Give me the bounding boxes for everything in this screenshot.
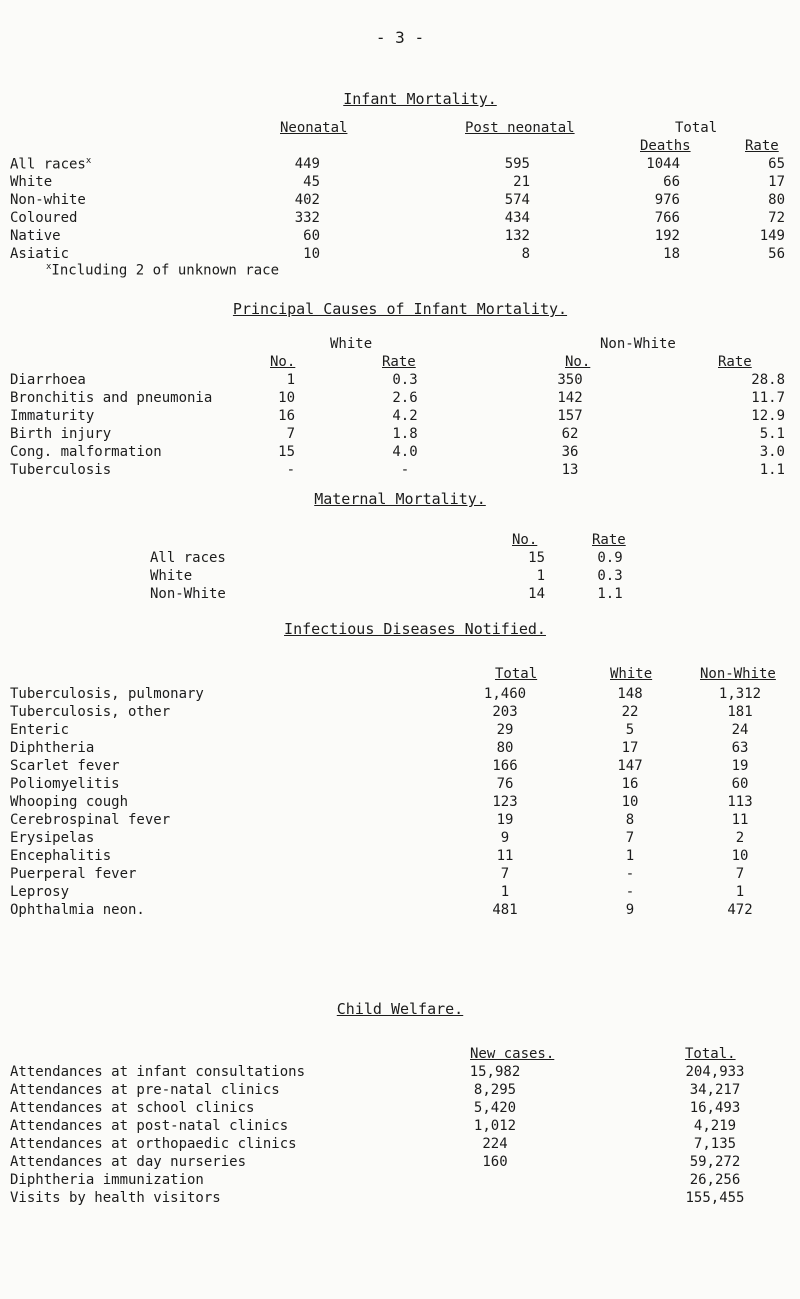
welfare-total-value: 59,272 — [689, 1154, 741, 1170]
disease-white-value: 17 — [621, 740, 639, 756]
disease-row — [0, 722, 800, 740]
welfare-label: Attendances at day nurseries — [10, 1154, 247, 1170]
infectious-diseases-title: Infectious Diseases Notified. — [284, 620, 546, 638]
maternal-row — [0, 568, 800, 586]
post-neonatal-header: Post neonatal — [465, 120, 575, 136]
white-no-value: 10 — [278, 390, 295, 406]
disease-non-white-value: 113 — [727, 794, 753, 810]
rate-value: 80 — [768, 192, 785, 208]
disease-label: Scarlet fever — [10, 758, 120, 774]
disease-row — [0, 740, 800, 758]
disease-non-white-value: 11 — [731, 812, 749, 828]
disease-white-value: 22 — [621, 704, 639, 720]
cause-row — [0, 426, 800, 444]
non-white-no-value: 62 — [561, 426, 579, 442]
welfare-total-value: 155,455 — [685, 1190, 745, 1206]
deaths-value: 1044 — [646, 156, 680, 172]
new-cases-value: 1,012 — [473, 1118, 517, 1134]
white-rate-value: - — [400, 462, 410, 478]
rate-value: 149 — [759, 228, 785, 244]
cause-label: Immaturity — [10, 408, 95, 424]
welfare-row — [0, 1118, 800, 1136]
white-rate-value: 0.3 — [392, 372, 418, 388]
neonatal-value: 60 — [303, 228, 320, 244]
maternal-rate-value: 0.9 — [597, 550, 623, 566]
disease-non-white-value: 63 — [731, 740, 749, 756]
disease-label: Tuberculosis, pulmonary — [10, 686, 204, 702]
disease-white-value: 7 — [625, 830, 635, 846]
disease-total-value: 9 — [500, 830, 510, 846]
non-white-header: Non-White — [600, 336, 676, 352]
disease-row — [0, 758, 800, 776]
disease-label: Poliomyelitis — [10, 776, 120, 792]
welfare-row — [0, 1154, 800, 1172]
non-white-rate-value: 5.1 — [759, 426, 785, 442]
disease-non-white-value: 1 — [735, 884, 745, 900]
non-white-no-value: 142 — [557, 390, 583, 406]
child-welfare-title: Child Welfare. — [336, 1000, 464, 1018]
new-cases-value: 5,420 — [473, 1100, 517, 1116]
infectious-non-white-header: Non-White — [700, 666, 776, 682]
footnote-text: Including 2 of unknown race — [51, 262, 279, 279]
disease-non-white-value: 19 — [731, 758, 749, 774]
disease-label: Leprosy — [10, 884, 70, 900]
welfare-label: Visits by health visitors — [10, 1190, 221, 1206]
disease-total-value: 80 — [496, 740, 514, 756]
non-white-no-value: 157 — [557, 408, 583, 424]
welfare-label: Attendances at school clinics — [10, 1100, 255, 1116]
non-white-rate-value: 1.1 — [759, 462, 785, 478]
disease-non-white-value: 7 — [735, 866, 745, 882]
deaths-value: 976 — [654, 192, 680, 208]
welfare-total-value: 26,256 — [689, 1172, 741, 1188]
rate-header: Rate — [745, 138, 779, 154]
maternal-rate-header: Rate — [592, 532, 626, 548]
disease-label: Puerperal fever — [10, 866, 137, 882]
non-white-no-value: 36 — [561, 444, 579, 460]
maternal-mortality-title: Maternal Mortality. — [314, 490, 486, 508]
white-rate-value: 1.8 — [392, 426, 418, 442]
disease-white-value: 10 — [621, 794, 639, 810]
disease-non-white-value: 1,312 — [718, 686, 762, 702]
welfare-label: Attendances at orthopaedic clinics — [10, 1136, 297, 1152]
cause-label: Birth injury — [10, 426, 112, 442]
neonatal-value: 402 — [294, 192, 320, 208]
new-cases-value: 160 — [482, 1154, 508, 1170]
disease-label: Cerebrospinal fever — [10, 812, 171, 828]
maternal-label: Non-White — [150, 586, 226, 602]
non-white-rate-value: 12.9 — [751, 408, 785, 424]
neonatal-value: 10 — [303, 246, 320, 262]
new-cases-value: 8,295 — [473, 1082, 517, 1098]
maternal-label: All races — [150, 550, 226, 566]
page-number: - 3 - — [375, 28, 425, 47]
infectious-white-header: White — [610, 666, 653, 682]
deaths-value: 192 — [654, 228, 680, 244]
neonatal-header: Neonatal — [280, 120, 348, 136]
disease-row — [0, 794, 800, 812]
non-white-rate-value: 28.8 — [751, 372, 785, 388]
maternal-no-header: No. — [512, 532, 538, 548]
deaths-header: Deaths — [640, 138, 691, 154]
cause-row — [0, 372, 800, 390]
infant-row — [0, 228, 800, 246]
neonatal-value: 45 — [303, 174, 320, 190]
disease-total-value: 203 — [492, 704, 518, 720]
total-header: Total — [675, 120, 718, 136]
welfare-row — [0, 1136, 800, 1154]
white-header: White — [330, 336, 373, 352]
welfare-row — [0, 1100, 800, 1118]
infant-row — [0, 210, 800, 228]
white-no-value: 1 — [286, 372, 295, 388]
disease-total-value: 123 — [492, 794, 518, 810]
cause-row — [0, 408, 800, 426]
infectious-total-header: Total — [495, 666, 538, 682]
white-rate-value: 4.2 — [392, 408, 418, 424]
welfare-row — [0, 1190, 800, 1208]
welfare-row — [0, 1172, 800, 1190]
welfare-total-value: 34,217 — [689, 1082, 741, 1098]
disease-total-value: 76 — [496, 776, 514, 792]
welfare-label: Attendances at post-natal clinics — [10, 1118, 289, 1134]
maternal-row — [0, 586, 800, 604]
row-label: White — [10, 174, 53, 190]
welfare-total-value: 16,493 — [689, 1100, 741, 1116]
row-label: Asiatic — [10, 246, 70, 262]
principal-causes-title: Principal Causes of Infant Mortality. — [232, 300, 568, 318]
disease-total-value: 29 — [496, 722, 514, 738]
all-races-footnote-mark: x — [85, 156, 92, 166]
white-no-value: 7 — [286, 426, 295, 442]
new-cases-header: New cases. — [470, 1046, 555, 1062]
non-white-no-header: No. — [565, 354, 591, 370]
disease-total-value: 1 — [500, 884, 510, 900]
post-neonatal-value: 8 — [521, 246, 530, 262]
disease-non-white-value: 2 — [735, 830, 745, 846]
neonatal-value: 449 — [294, 156, 320, 172]
disease-label: Erysipelas — [10, 830, 95, 846]
non-white-no-value: 13 — [561, 462, 579, 478]
disease-non-white-value: 472 — [727, 902, 753, 918]
cause-row — [0, 444, 800, 462]
welfare-label: Attendances at infant consultations — [10, 1064, 306, 1080]
cause-label: Diarrhoea — [10, 372, 86, 388]
non-white-rate-value: 3.0 — [759, 444, 785, 460]
non-white-no-value: 350 — [557, 372, 583, 388]
white-no-value: 15 — [278, 444, 295, 460]
disease-total-value: 166 — [492, 758, 518, 774]
maternal-no-value: 14 — [528, 586, 545, 602]
cause-row — [0, 462, 800, 480]
cause-label: Bronchitis and pneumonia — [10, 390, 213, 406]
post-neonatal-value: 574 — [504, 192, 530, 208]
post-neonatal-value: 21 — [513, 174, 530, 190]
welfare-label: Diphtheria immunization — [10, 1172, 204, 1188]
disease-white-value: 8 — [625, 812, 635, 828]
row-label: Native — [10, 228, 61, 244]
infant-row — [0, 174, 800, 192]
disease-total-value: 11 — [496, 848, 514, 864]
disease-total-value: 7 — [500, 866, 510, 882]
maternal-label: White — [150, 568, 193, 584]
maternal-no-value: 15 — [528, 550, 545, 566]
disease-total-value: 1,460 — [483, 686, 527, 702]
white-rate-value: 4.0 — [392, 444, 418, 460]
disease-label: Ophthalmia neon. — [10, 902, 145, 918]
white-no-header: No. — [270, 354, 296, 370]
disease-label: Tuberculosis, other — [10, 704, 171, 720]
row-label: Coloured — [10, 210, 78, 226]
welfare-total-header: Total. — [685, 1046, 736, 1062]
disease-row — [0, 776, 800, 794]
disease-label: Diphtheria — [10, 740, 95, 756]
disease-row — [0, 704, 800, 722]
disease-row — [0, 686, 800, 704]
disease-total-value: 19 — [496, 812, 514, 828]
post-neonatal-value: 132 — [504, 228, 530, 244]
deaths-value: 766 — [654, 210, 680, 226]
welfare-row — [0, 1064, 800, 1082]
deaths-value: 18 — [663, 246, 680, 262]
cause-label: Cong. malformation — [10, 444, 162, 460]
infant-mortality-title: Infant Mortality. — [343, 90, 497, 108]
new-cases-value: 15,982 — [469, 1064, 521, 1080]
rate-value: 17 — [768, 174, 785, 190]
welfare-total-value: 204,933 — [685, 1064, 745, 1080]
infant-row — [0, 192, 800, 210]
disease-white-value: - — [625, 884, 635, 900]
disease-non-white-value: 60 — [731, 776, 749, 792]
white-no-value: 16 — [278, 408, 295, 424]
white-rate-header: Rate — [382, 354, 416, 370]
disease-white-value: 148 — [617, 686, 643, 702]
disease-total-value: 481 — [492, 902, 518, 918]
non-white-rate-value: 11.7 — [751, 390, 785, 406]
disease-row — [0, 884, 800, 902]
white-no-value: - — [286, 462, 295, 478]
disease-label: Enteric — [10, 722, 70, 738]
cause-label: Tuberculosis — [10, 462, 112, 478]
disease-row — [0, 830, 800, 848]
disease-white-value: - — [625, 866, 635, 882]
disease-white-value: 1 — [625, 848, 635, 864]
disease-label: Whooping cough — [10, 794, 129, 810]
maternal-rate-value: 1.1 — [597, 586, 623, 602]
white-rate-value: 2.6 — [392, 390, 418, 406]
new-cases-value: 224 — [482, 1136, 508, 1152]
row-label: All races$^x$ — [10, 156, 92, 173]
disease-white-value: 9 — [625, 902, 635, 918]
rate-value: 65 — [768, 156, 785, 172]
rate-value: 72 — [768, 210, 785, 226]
disease-row — [0, 902, 800, 920]
disease-row — [0, 812, 800, 830]
welfare-total-value: 4,219 — [693, 1118, 737, 1134]
footnote-mark: x — [46, 262, 52, 272]
non-white-rate-header: Rate — [718, 354, 752, 370]
disease-white-value: 5 — [625, 722, 635, 738]
disease-label: Encephalitis — [10, 848, 112, 864]
row-label: Non-white — [10, 192, 86, 208]
infant-footnote — [46, 262, 279, 279]
infant-row — [0, 156, 800, 174]
disease-non-white-value: 24 — [731, 722, 749, 738]
deaths-value: 66 — [663, 174, 680, 190]
welfare-row — [0, 1082, 800, 1100]
disease-row — [0, 848, 800, 866]
welfare-label: Attendances at pre-natal clinics — [10, 1082, 280, 1098]
maternal-rate-value: 0.3 — [597, 568, 623, 584]
welfare-total-value: 7,135 — [693, 1136, 737, 1152]
maternal-row — [0, 550, 800, 568]
cause-row — [0, 390, 800, 408]
maternal-no-value: 1 — [536, 568, 545, 584]
disease-non-white-value: 10 — [731, 848, 749, 864]
disease-white-value: 16 — [621, 776, 639, 792]
rate-value: 56 — [768, 246, 785, 262]
disease-white-value: 147 — [617, 758, 643, 774]
post-neonatal-value: 434 — [504, 210, 530, 226]
neonatal-value: 332 — [294, 210, 320, 226]
disease-non-white-value: 181 — [727, 704, 753, 720]
post-neonatal-value: 595 — [504, 156, 530, 172]
disease-row — [0, 866, 800, 884]
